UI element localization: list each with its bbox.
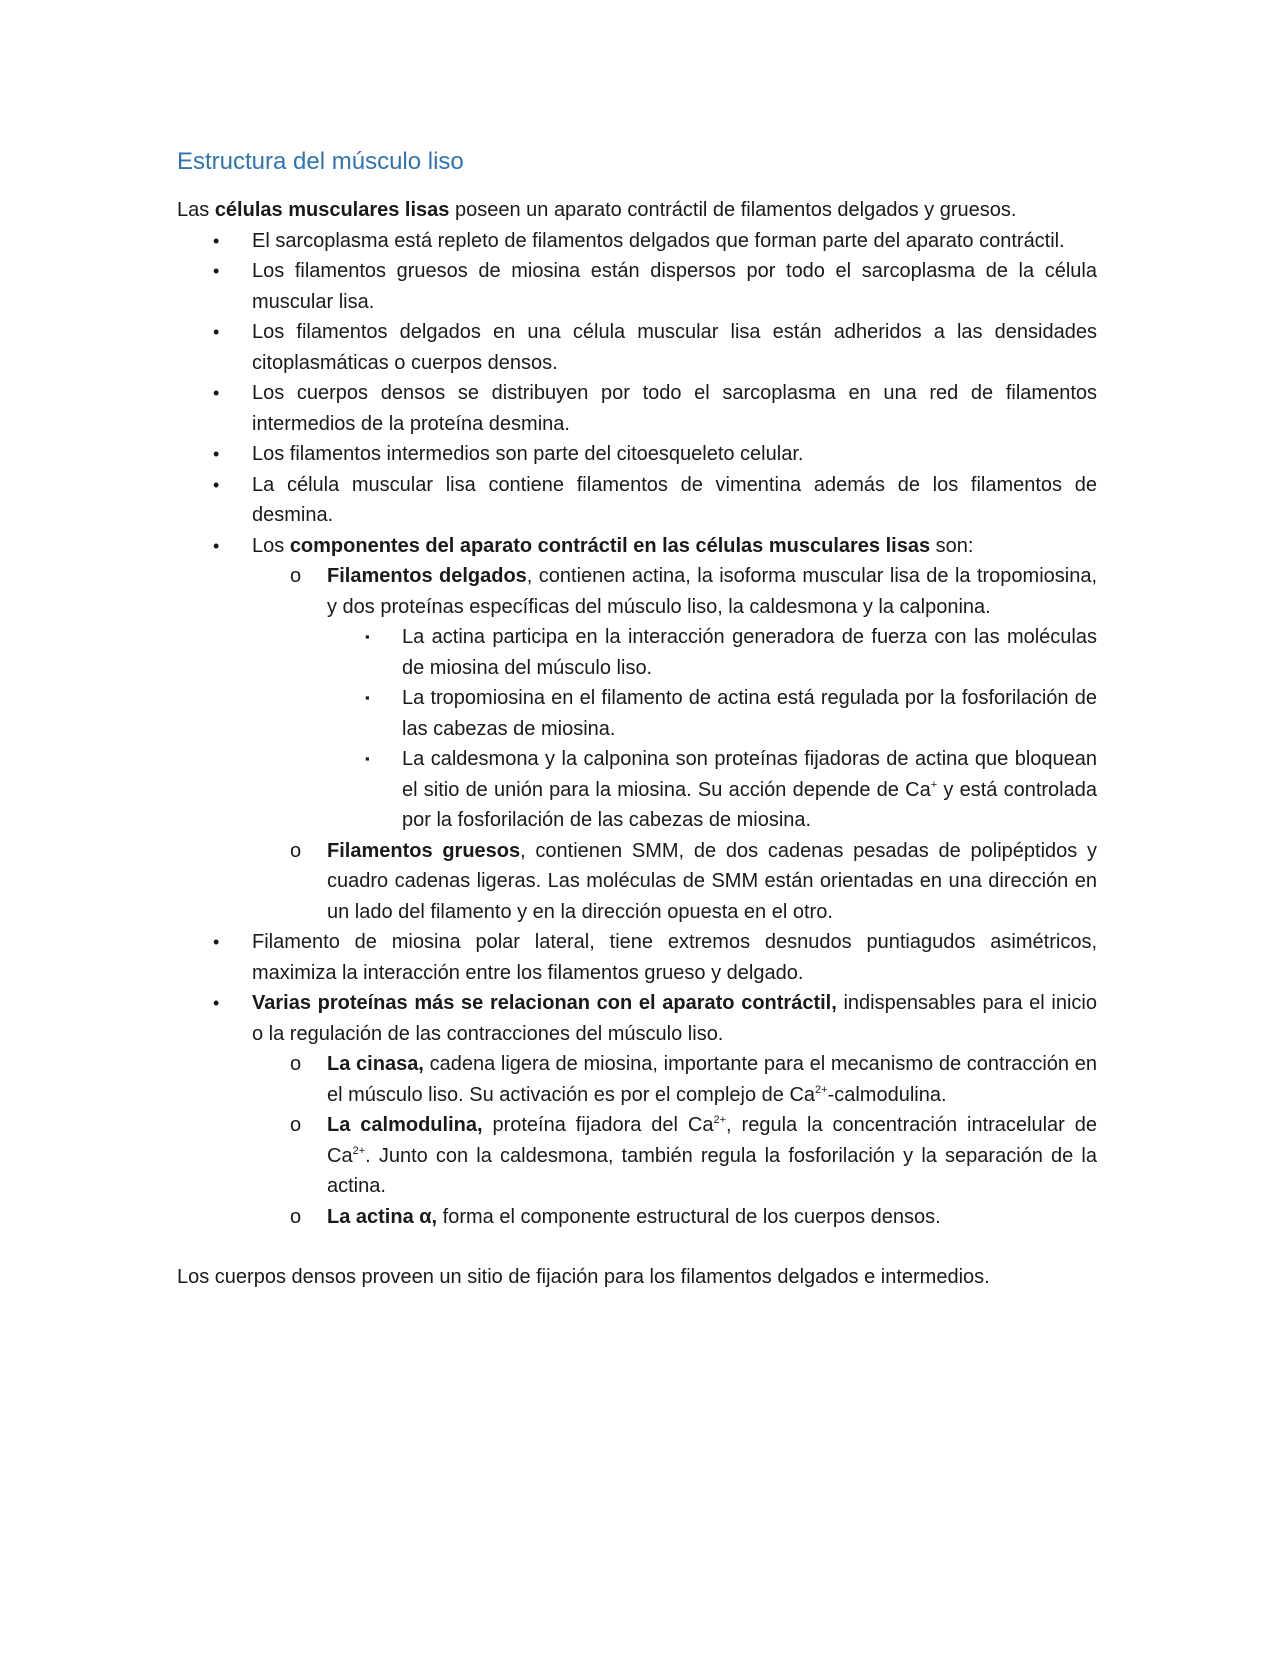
sublist-item-text: , contienen SMM, de dos cadenas pesadas de polipéptidos y cuadro cadenas ligeras. Las moléculas de SMM están orientadas en una dirección en un lado del filamento y en la dirección opuesta en el otro.: [327, 839, 1097, 923]
superscript: +: [930, 778, 938, 791]
intro-paragraph: [177, 195, 1097, 226]
list-item: [177, 226, 1097, 257]
sublist-item-bold: La cinasa,: [327, 1053, 424, 1075]
list-item: [177, 470, 1097, 531]
square-item-text: La caldesmona y la calponina son proteínas fijadoras de actina que bloquean el sitio de unión para la miosina. Su acción depende de Ca: [402, 748, 1097, 801]
sublist-item-calmodulin: [252, 1110, 1097, 1202]
square-marker: ▪: [365, 751, 370, 766]
bullet-marker: •: [213, 322, 220, 342]
list-item-text: son:: [930, 534, 974, 557]
list-item-text: La célula muscular lisa contiene filamentos de vimentina además de los filamentos de desmina.: [252, 473, 1097, 526]
intro-text: Las: [177, 199, 215, 221]
superscript: 2+: [352, 1144, 366, 1157]
square-marker: ▪: [365, 629, 370, 644]
superscript: 2+: [713, 1114, 727, 1126]
list-item-bold: componentes del aparato contráctil en las células musculares lisas: [289, 534, 931, 557]
bullet-marker: •: [213, 993, 220, 1013]
sublist-item-kinase: [252, 1049, 1097, 1110]
bullet-marker: •: [213, 535, 220, 556]
list-item-text: Los filamentos gruesos de miosina están dispersos por todo el sarcoplasma de la célula muscular lisa.: [252, 260, 1097, 313]
components-sublist: [252, 561, 1097, 927]
list-item-text: Los cuerpos densos se distribuyen por todo el sarcoplasma en una red de filamentos intermedios de la proteína desmina.: [252, 382, 1097, 435]
list-item: [177, 317, 1097, 378]
square-item-text: y está controlada por la fosforilación de las cabezas de miosina.: [402, 778, 1097, 831]
list-item-text: Los filamentos delgados en una célula muscular lisa están adheridos a las densidades citoplasmáticas o cuerpos densos.: [252, 321, 1097, 374]
list-item-text: El sarcoplasma está repleto de filamentos delgados que forman parte del aparato contráctil.: [252, 229, 1065, 252]
circle-marker: o: [290, 1053, 302, 1075]
list-item-text: Los: [252, 534, 290, 557]
circle-marker: o: [290, 565, 302, 587]
main-bullet-list: [177, 226, 1097, 1233]
circle-marker: o: [290, 1114, 302, 1136]
square-item: [327, 622, 1097, 683]
sublist-item-text: -calmodulina.: [827, 1083, 947, 1106]
list-item: [177, 256, 1097, 317]
sublist-item-text: forma el componente estructural de los cuerpos densos.: [437, 1205, 941, 1228]
bullet-marker: •: [213, 230, 220, 251]
proteins-sublist: [252, 1049, 1097, 1232]
sublist-item-actin: [252, 1202, 1097, 1233]
sublist-item-bold: La calmodulina,: [327, 1114, 483, 1136]
square-item: [327, 683, 1097, 744]
list-item: [177, 439, 1097, 470]
sublist-item-text: , contienen actina, la isoforma muscular lisa de la tropomiosina, y dos proteínas específicas del músculo liso, la caldesmona y la calponina.: [327, 565, 1098, 618]
list-item-text: Los filamentos intermedios son parte del citoesqueleto celular.: [252, 443, 804, 465]
list-item: [177, 531, 1097, 928]
sublist-item-thick-filaments: [252, 836, 1097, 928]
bullet-marker: •: [213, 932, 220, 952]
list-item: [177, 927, 1097, 988]
square-item-text: La actina participa en la interacción generadora de fuerza con las moléculas de miosina del músculo liso.: [402, 626, 1097, 679]
list-item: [177, 378, 1097, 439]
intro-text-end: poseen un aparato contráctil de filamentos delgados y gruesos.: [449, 199, 1017, 221]
sublist-item-bold: Filamentos gruesos: [327, 839, 521, 862]
bullet-marker: •: [213, 474, 220, 495]
square-item-text: La tropomiosina en el filamento de actina está regulada por la fosforilación de las cabezas de miosina.: [402, 687, 1097, 740]
list-item: [177, 988, 1097, 1232]
bullet-marker: •: [213, 261, 220, 281]
circle-marker: o: [290, 839, 302, 862]
sublist-item-text: . Junto con la caldesmona, también regula la fosforilación y la separación de la actina.: [327, 1144, 1097, 1197]
closing-paragraph: Los cuerpos densos proveen un sitio de fijación para los filamentos delgados e intermedios.: [177, 1266, 990, 1288]
sublist-item-thin-filaments: [252, 561, 1097, 836]
document-page: [177, 146, 1097, 1293]
page-title: Estructura del músculo liso: [177, 148, 464, 175]
list-item-bold: Varias proteínas más se relacionan con el aparato contráctil,: [252, 992, 837, 1014]
sublist-item-text: , regula la concentración intracelular de Ca: [327, 1114, 1098, 1167]
list-item-text: Filamento de miosina polar lateral, tiene extremos desnudos puntiagudos asimétricos, maximiza la interacción entre los filamentos grueso y delgado.: [252, 931, 1097, 984]
sublist-item-bold: La actina α,: [327, 1205, 438, 1228]
superscript: 2+: [815, 1083, 828, 1096]
bullet-marker: •: [213, 444, 220, 464]
circle-marker: o: [290, 1205, 302, 1228]
square-marker: ▪: [365, 690, 370, 705]
square-item: [327, 744, 1097, 836]
thin-filaments-sublist: [327, 622, 1097, 836]
sublist-item-text: proteína fijadora del Ca: [482, 1114, 714, 1136]
bullet-marker: •: [213, 383, 220, 403]
list-item-text: indispensables para el inicio o la regulación de las contracciones del músculo liso.: [252, 992, 1097, 1045]
intro-bold: células musculares lisas: [214, 199, 450, 221]
sublist-item-bold: Filamentos delgados: [327, 565, 527, 587]
paragraph-spacer: [177, 1232, 1097, 1262]
sublist-item-text: cadena ligera de miosina, importante para el mecanismo de contracción en el músculo liso. Su activación es por el complejo de Ca: [327, 1053, 1098, 1106]
